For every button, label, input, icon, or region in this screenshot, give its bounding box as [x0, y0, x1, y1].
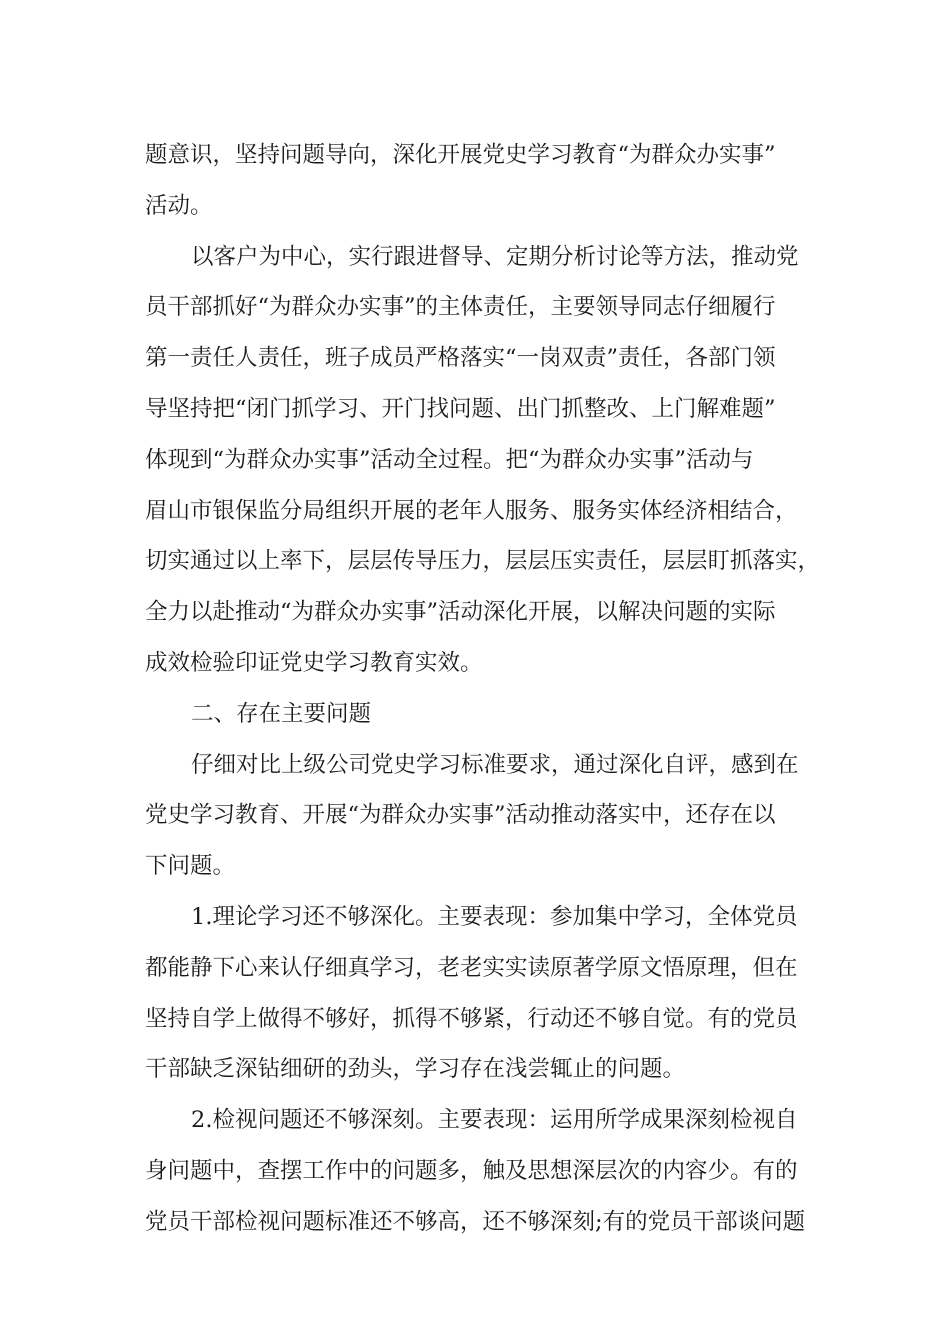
document-body — [145, 130, 821, 1248]
text-line: 党员干部检视问题标准还不够高，还不够深刻;有的党员干部谈问题 — [145, 1208, 806, 1235]
text-line: 下问题。 — [145, 853, 236, 880]
paragraph-start-line: 仔细对比上级公司党史学习标准要求，通过深化自评，感到在 — [191, 751, 799, 778]
paragraph-start-line: 2.检视问题还不够深刻。主要表现：运用所学成果深刻检视自 — [191, 1107, 798, 1134]
text-line: 导坚持把“闭门抓学习、开门找问题、出门抓整改、上门解难题” — [145, 395, 776, 422]
text-line: 成效检验印证党史学习教育实效。 — [145, 649, 483, 676]
text-line: 切实通过以上率下，层层传导压力，层层压实责任，层层盯抓落实， — [145, 548, 821, 575]
text-line: 活动。 — [145, 192, 213, 219]
text-line: 全力以赴推动“为群众办实事”活动深化开展，以解决问题的实际 — [145, 599, 776, 626]
text-line: 都能静下心来认仔细真学习，老老实实读原著学原文悟原理，但在 — [145, 954, 798, 981]
text-line: 身问题中，查摆工作中的问题多，触及思想深层次的内容少。有的 — [145, 1157, 798, 1184]
text-line: 坚持自学上做得不够好，抓得不够紧，行动还不够自觉。有的党员 — [145, 1005, 798, 1032]
text-line: 眉山市银保监分局组织开展的老年人服务、服务实体经济相结合， — [145, 497, 798, 524]
text-line: 党史学习教育、开展“为群众办实事”活动推动落实中，还存在以 — [145, 802, 776, 829]
text-line: 干部缺乏深钻细研的劲头，学习存在浅尝辄止的问题。 — [145, 1056, 686, 1083]
text-line: 第一责任人责任，班子成员严格落实“一岗双责”责任，各部门领 — [145, 345, 776, 372]
section-heading: 二、存在主要问题 — [191, 700, 372, 727]
text-line: 体现到“为群众办实事”活动全过程。把“为群众办实事”活动与 — [145, 446, 754, 473]
text-line: 题意识，坚持问题导向，深化开展党史学习教育“为群众办实事” — [145, 142, 776, 168]
paragraph-start-line: 以客户为中心，实行跟进督导、定期分析讨论等方法，推动党 — [191, 243, 799, 270]
text-line: 员干部抓好“为群众办实事”的主体责任，主要领导同志仔细履行 — [145, 294, 776, 321]
paragraph-start-line: 1.理论学习还不够深化。主要表现：参加集中学习，全体党员 — [191, 903, 798, 930]
